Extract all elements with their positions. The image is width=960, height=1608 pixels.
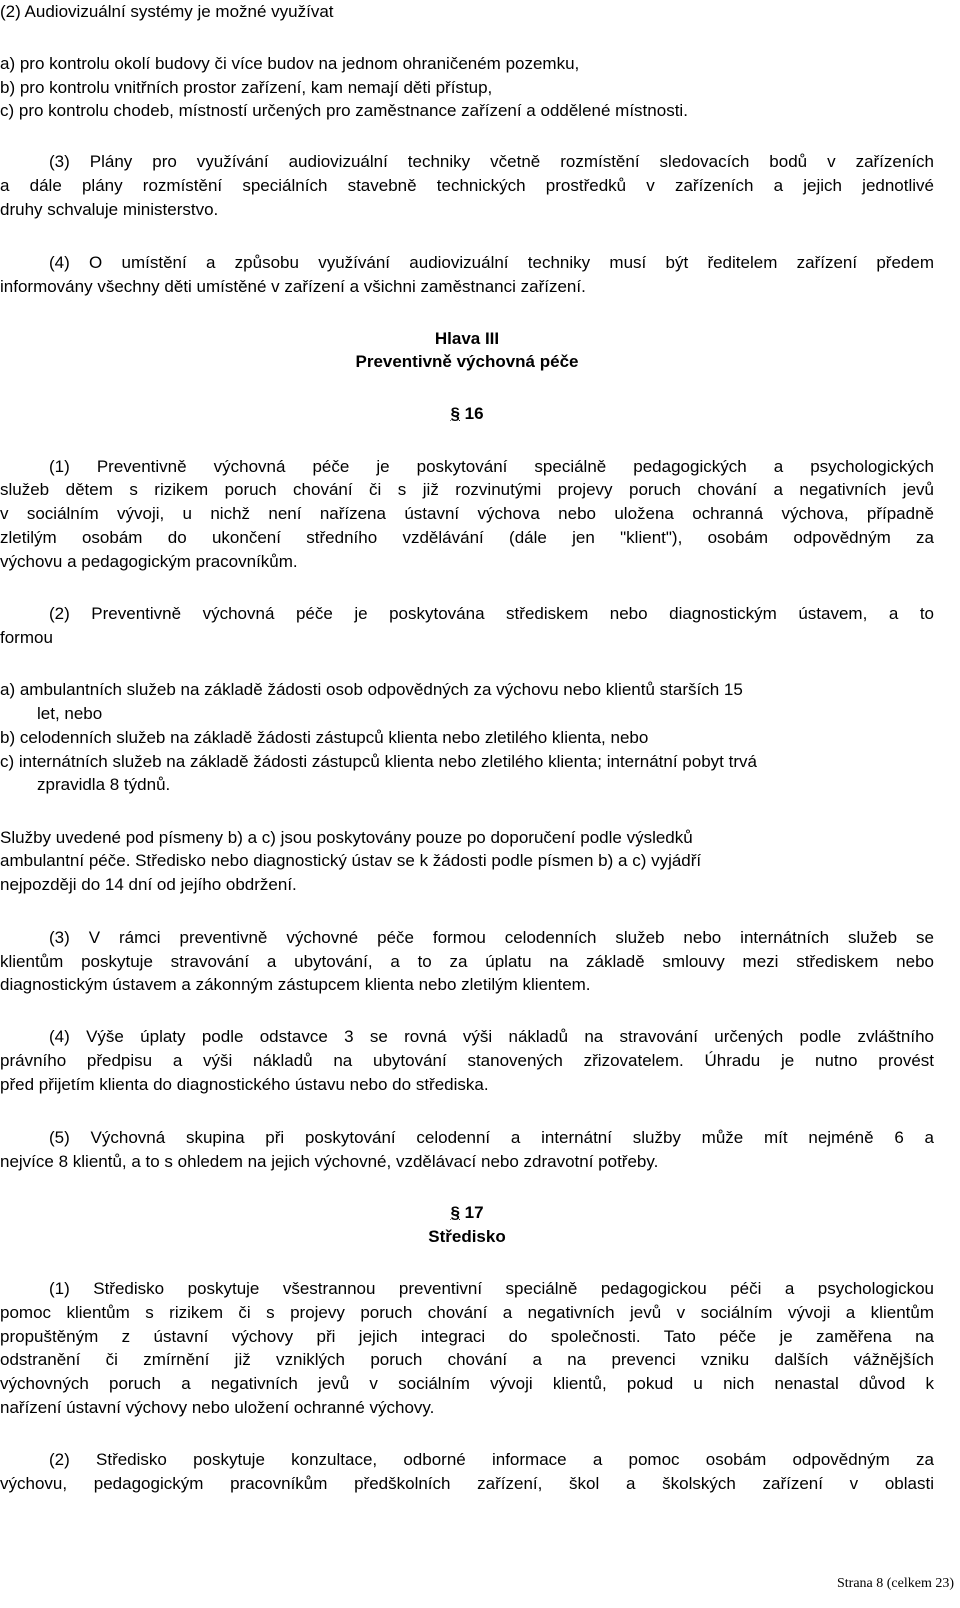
text-line: let, nebo xyxy=(37,704,103,723)
text-line: nařízení ústavní výchovy nebo uložení ochranné výchovy. xyxy=(0,1398,435,1417)
section-symbol: § xyxy=(450,1203,460,1222)
text-line: (4) O umístění a způsobu využívání audiovizuální techniky musí být ředitelem zařízení předem xyxy=(49,253,934,272)
text-line: propuštěným z ústavní výchovy při jejich integraci do společnosti. Tato péče je zaměřena na xyxy=(0,1327,934,1346)
text-line: informovány všechny děti umístěné v zařízení a všichni zaměstnanci zařízení. xyxy=(0,277,586,296)
text-line: výchovu a pedagogickým pracovníkům. xyxy=(0,552,298,571)
text-line: výchovných poruch a negativních jevů v sociálním vývoji klientů, pokud u nich nenastal důvod k xyxy=(0,1374,934,1393)
text-line: odstranění či zmírnění již vzniklých poruch chování a na prevenci vzniku dalších vážnějších xyxy=(0,1350,934,1369)
section-heading: § 17 xyxy=(450,1203,484,1222)
text-line: nejpozději do 14 dní od jejího obdržení. xyxy=(0,875,297,894)
text-line: diagnostickým ústavem a zákonným zástupcem klienta nebo zletilým klientem. xyxy=(0,975,591,994)
text-line: zletilým osobám do ukončení středního vzdělávání (dále jen "klient"), osobám odpovědným za xyxy=(0,528,934,547)
text-line: právního předpisu a výši nákladů na ubytování stanovených zřizovatelem. Úhradu je nutno provést xyxy=(0,1051,934,1070)
text-line: (3) Plány pro využívání audiovizuální techniky včetně rozmístění sledovacích bodů v zařízeních xyxy=(49,152,934,171)
text-line: c) pro kontrolu chodeb, místností určených pro zaměstnance zařízení a oddělené místnosti. xyxy=(0,101,688,120)
text-line: c) internátních služeb na základě žádosti zástupců klienta nebo zletilého klienta; internátní pobyt trvá xyxy=(0,752,757,771)
text-line: (3) V rámci preventivně výchovné péče formou celodenních služeb nebo internátních služeb se xyxy=(49,928,934,947)
section-heading: Preventivně výchovná péče xyxy=(355,352,579,371)
text-line: a dále plány rozmístění speciálních stavebně technických prostředků v zařízeních a jejich jednotlivé xyxy=(0,176,934,195)
text-line: (1) Preventivně výchovná péče je poskytování speciálně pedagogických a psychologických xyxy=(49,457,934,476)
text-line: (2) Audiovizuální systémy je možné využívat xyxy=(0,2,334,21)
text-line: před přijetím klienta do diagnostického ústavu nebo do střediska. xyxy=(0,1075,489,1094)
text-line: b) pro kontrolu vnitřních prostor zařízení, kam nemají děti přístup, xyxy=(0,78,493,97)
section-heading: Hlava III xyxy=(434,329,500,348)
text-line: v sociálním vývoji, u nichž není nařízena ústavní výchova nebo uložena ochranná výchova, případně xyxy=(0,504,934,523)
text-line: (4) Výše úplaty podle odstavce 3 se rovná výši nákladů na stravování určených podle zvláštního xyxy=(49,1027,934,1046)
text-line: a) ambulantních služeb na základě žádosti osob odpovědných za výchovu nebo klientů starších 15 xyxy=(0,680,743,699)
text-line: (2) Preventivně výchovná péče je poskytována střediskem nebo diagnostickým ústavem, a to xyxy=(49,604,934,623)
text-line: ambulantní péče. Středisko nebo diagnostický ústav se k žádosti podle písmen b) a c) vyjádří xyxy=(0,851,702,870)
text-line: b) celodenních služeb na základě žádosti zástupců klienta nebo zletilého klienta, nebo xyxy=(0,728,649,747)
text-line: druhy schvaluje ministerstvo. xyxy=(0,200,219,219)
text-line: služeb dětem s rizikem poruch chování či s již rozvinutými projevy poruch chování a negativních jevů xyxy=(0,480,934,499)
text-line: (5) Výchovná skupina při poskytování celodenní a internátní služby může mít nejméně 6 a xyxy=(49,1128,934,1147)
section-symbol: § xyxy=(450,404,460,423)
text-line: Služby uvedené pod písmeny b) a c) jsou poskytovány pouze po doporučení podle výsledků xyxy=(0,828,693,847)
text-line: nejvíce 8 klientů, a to s ohledem na jejich výchovné, vzdělávací nebo zdravotní potřeby. xyxy=(0,1152,659,1171)
text-line: formou xyxy=(0,628,53,647)
page-footer: Strana 8 (celkem 23) xyxy=(836,1576,954,1591)
text-line: (2) Středisko poskytuje konzultace, odborné informace a pomoc osobám odpovědným za xyxy=(49,1450,934,1469)
text-line: klientům poskytuje stravování a ubytování, a to za úplatu na základě smlouvy mezi střediskem nebo xyxy=(0,952,934,971)
text-line: a) pro kontrolu okolí budovy či více budov na jednom ohraničeném pozemku, xyxy=(0,54,580,73)
text-line: výchovu, pedagogickým pracovníkům předškolních zařízení, škol a školských zařízení v oblasti xyxy=(0,1474,934,1493)
text-line: pomoc klientům s rizikem či s projevy poruch chování a negativních jevů v sociálním vývoji a klientům xyxy=(0,1303,934,1322)
text-line: (1) Středisko poskytuje všestrannou preventivní speciálně pedagogickou péči a psychologickou xyxy=(49,1279,934,1298)
section-heading: Středisko xyxy=(428,1227,506,1246)
text-line: zpravidla 8 týdnů. xyxy=(37,775,171,794)
section-heading: § 16 xyxy=(450,404,484,423)
